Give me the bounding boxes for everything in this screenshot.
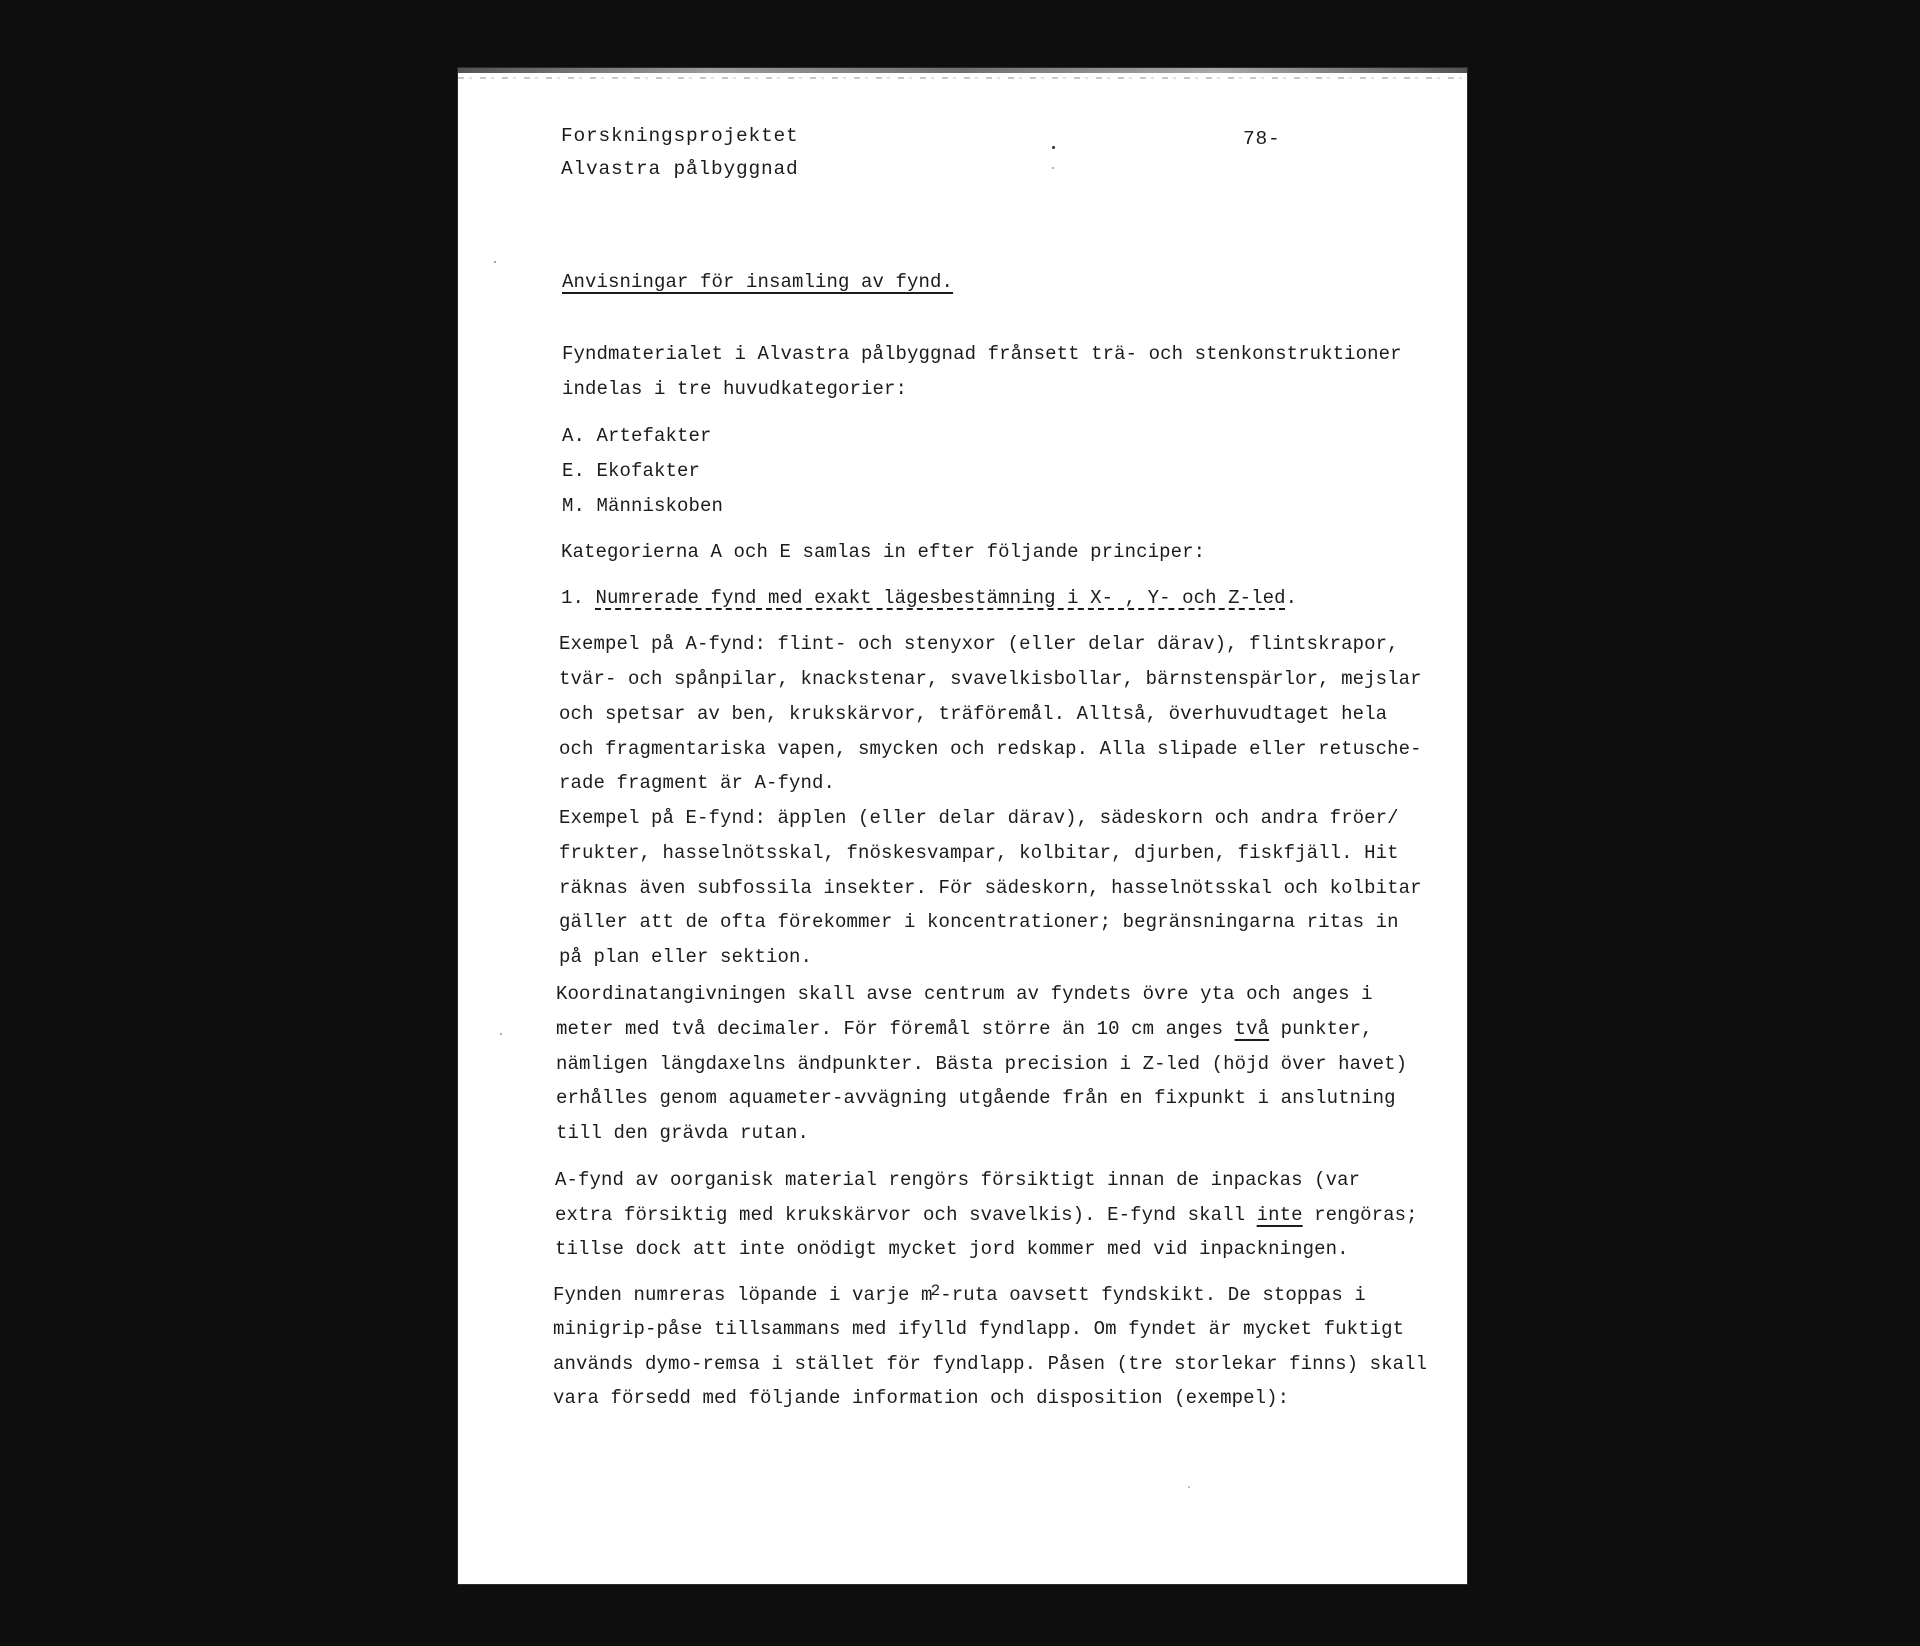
e-examples-line-1: Exempel på E-fynd: äpplen (eller delar därav), sädeskorn och andra fröer/ — [559, 807, 1399, 829]
a-examples-line-2: tvär- och spånpilar, knackstenar, svavelkisbollar, bärnstenspärlor, mejslar — [559, 668, 1422, 690]
scan-speck — [1188, 1486, 1190, 1488]
project-name-line-2: Alvastra pålbyggnad — [561, 158, 799, 180]
scan-edge-shadow — [458, 68, 1467, 73]
scan-speck — [494, 261, 496, 263]
coordinates-line-4: erhålles genom aquameter-avvägning utgående från en fixpunkt i anslutning — [556, 1087, 1396, 1109]
cleaning-line-2 — [555, 1204, 1418, 1226]
numbering-text: -ruta oavsett fyndskikt. De stoppas i — [940, 1284, 1366, 1306]
numbering-line-1 — [553, 1284, 1366, 1306]
page-number: 78- — [1243, 128, 1281, 150]
category-code: M. — [562, 495, 586, 517]
principles-intro: Kategorierna A och E samlas in efter följande principer: — [561, 541, 1206, 563]
e-examples-line-5: på plan eller sektion. — [559, 946, 813, 968]
category-label: Människoben — [596, 495, 724, 517]
principle-1 — [561, 587, 1297, 609]
category-label: Artefakter — [596, 425, 712, 447]
emphasis-inte: inte — [1256, 1204, 1303, 1226]
principle-number: 1. — [561, 587, 585, 609]
emphasis-tva: två — [1234, 1018, 1270, 1040]
e-examples-line-4: gäller att de ofta förekommer i koncentrationer; begränsningarna ritas in — [559, 911, 1399, 933]
a-examples-line-1: Exempel på A-fynd: flint- och stenyxor (eller delar därav), flintskrapor, — [559, 633, 1399, 655]
scan-edge-noise — [458, 77, 1467, 79]
category-item-manniskoben — [562, 495, 723, 517]
scan-speck — [500, 1033, 502, 1035]
a-examples-line-4: och fragmentariska vapen, smycken och redskap. Alla slipade eller retusche- — [559, 738, 1422, 760]
cleaning-text: extra försiktig med krukskärvor och svavelkis). E-fynd skall — [555, 1204, 1257, 1226]
intro-line-2: indelas i tre huvudkategorier: — [562, 378, 908, 400]
cleaning-text: rengöras; — [1302, 1204, 1418, 1226]
intro-line-1: Fyndmaterialet i Alvastra pålbyggnad frånsett trä- och stenkonstruktioner — [562, 343, 1402, 365]
coordinates-line-2 — [556, 1018, 1373, 1040]
category-item-artefakter — [562, 425, 712, 447]
principle-1-text: Numrerade fynd med exakt lägesbestämning i X- , Y- och Z-led — [595, 587, 1286, 609]
document-title: Anvisningar för insamling av fynd. — [562, 271, 954, 293]
superscript-2: 2 — [930, 1282, 941, 1300]
numbering-line-4: vara försedd med följande information och disposition (exempel): — [553, 1387, 1290, 1409]
numbering-line-2: minigrip-påse tillsammans med ifylld fyndlapp. Om fyndet är mycket fuktigt — [553, 1318, 1405, 1340]
principle-1-end: . — [1285, 587, 1298, 609]
numbering-text: Fynden numreras löpande i varje m — [553, 1284, 933, 1306]
scan-speck — [1052, 167, 1054, 169]
coordinates-text: punkter, — [1269, 1018, 1373, 1040]
e-examples-line-3: räknas även subfossila insekter. För sädeskorn, hasselnötsskal och kolbitar — [559, 877, 1422, 899]
cleaning-line-3: tillse dock att inte onödigt mycket jord kommer med vid inpackningen. — [555, 1238, 1349, 1260]
a-examples-line-5: rade fragment är A-fynd. — [559, 772, 836, 794]
coordinates-line-3: nämligen längdaxelns ändpunkter. Bästa precision i Z-led (höjd över havet) — [556, 1053, 1408, 1075]
numbering-line-3: används dymo-remsa i stället för fyndlapp. Påsen (tre storlekar finns) skall — [553, 1353, 1428, 1375]
category-code: A. — [562, 425, 586, 447]
coordinates-line-5: till den grävda rutan. — [556, 1122, 810, 1144]
document-page — [458, 68, 1467, 1584]
coordinates-text: meter med två decimaler. För föremål större än 10 cm anges — [556, 1018, 1235, 1040]
e-examples-line-2: frukter, hasselnötsskal, fnöskesvampar, kolbitar, djurben, fiskfjäll. Hit — [559, 842, 1399, 864]
project-name-line-1: Forskningsprojektet — [561, 125, 799, 147]
a-examples-line-3: och spetsar av ben, krukskärvor, träföremål. Alltså, överhuvudtaget hela — [559, 703, 1388, 725]
coordinates-line-1: Koordinatangivningen skall avse centrum av fyndets övre yta och anges i — [556, 983, 1373, 1005]
category-item-ekofakter — [562, 460, 700, 482]
cleaning-line-1: A-fynd av oorganisk material rengörs försiktigt innan de inpackas (var — [555, 1169, 1361, 1191]
scan-speck — [1052, 146, 1055, 149]
category-label: Ekofakter — [596, 460, 701, 482]
category-code: E. — [562, 460, 586, 482]
